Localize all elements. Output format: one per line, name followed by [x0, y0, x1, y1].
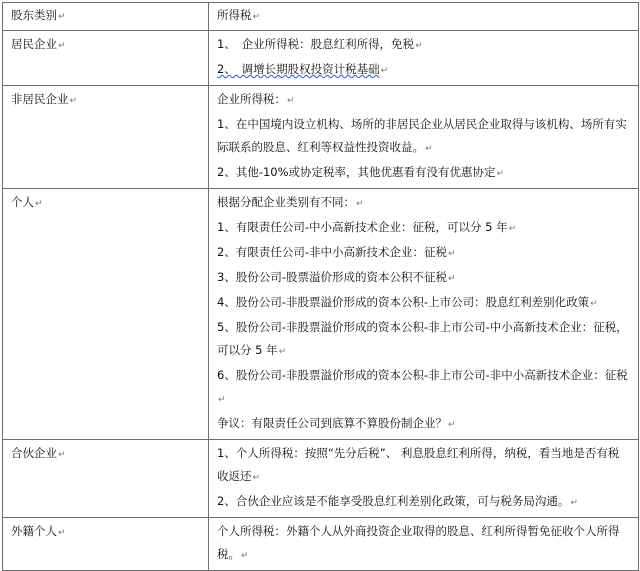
row-line: 企业所得税：↵: [217, 92, 295, 106]
row-description: [209, 31, 639, 86]
row-line: 5、股份公司-非股票溢价形成的资本公积-非上市公司-中小高新技术企业：征税，可以分 5 年↵: [217, 320, 628, 357]
header-category: 股东类别↵: [3, 3, 209, 31]
row-line: 2、合伙企业应该是不能享受股息红利差别化政策，可与税务局沟通。↵: [217, 494, 578, 508]
row-line: 6、股份公司-非股票溢价形成的资本公积-非上市公司-非中小高新技术企业：征税↵: [217, 368, 628, 405]
row-description: [209, 518, 639, 571]
row-line: 个人所得税：外籍个人从外商投资企业取得的股息、红利所得暂免征收个人所得税。↵: [217, 524, 620, 561]
row-line: 1、 企业所得税：股息红利所得，免税↵: [217, 37, 423, 51]
row-category: 合伙企业↵: [3, 440, 209, 518]
row-category: 居民企业↵: [3, 31, 209, 86]
table-row: [3, 189, 639, 440]
row-line: 2、其他-10%或协定税率，其他优惠看有没有优惠协定↵: [217, 165, 505, 179]
row-line: 2、 调增长期股权投资计税基础↵: [217, 62, 389, 76]
row-line: 根据分配企业类别有不同：↵: [217, 195, 364, 209]
row-line: 2、有限责任公司-非中小高新技术企业：征税↵: [217, 245, 456, 259]
row-line: 1、在中国境内设立机构、场所的非居民企业从居民企业取得与该机构、场所有实际联系的股息、红利等权益性投资收益。↵: [217, 117, 627, 154]
row-line: 4、股份公司-非股票溢价形成的资本公积-上市公司：股息红利差别化政策↵: [217, 295, 598, 309]
row-line: 争议：有限责任公司到底算不算股份制企业？↵: [217, 416, 456, 430]
header-tax: 所得税↵: [209, 3, 639, 31]
row-description: [209, 440, 639, 518]
table-row: [3, 86, 639, 189]
table-row: [3, 440, 639, 518]
table-header-row: [3, 3, 639, 31]
shareholder-tax-table: [2, 2, 639, 571]
table-row: [3, 518, 639, 571]
row-description: [209, 189, 639, 440]
row-line: 3、股份公司-股票溢价形成的资本公积不征税↵: [217, 270, 456, 284]
row-line: 1、个人所得税：按照“先分后税”、 利息股息红利所得，纳税，看当地是否有税收返还↵: [217, 446, 620, 483]
row-category: 外籍个人↵: [3, 518, 209, 571]
row-category: 非居民企业↵: [3, 86, 209, 189]
table-row: [3, 31, 639, 86]
row-description: [209, 86, 639, 189]
row-line: 1、有限责任公司-中小高新技术企业：征税，可以分 5 年↵: [217, 220, 517, 234]
row-category: 个人↵: [3, 189, 209, 440]
